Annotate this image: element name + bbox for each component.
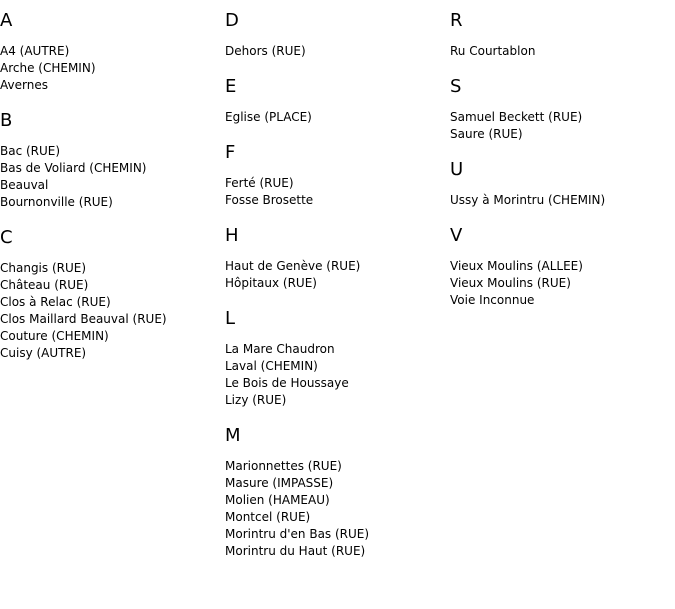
letter-group-c bbox=[0, 227, 225, 362]
street-list bbox=[225, 175, 450, 209]
street-link[interactable]: Voie Inconnue bbox=[450, 293, 535, 307]
street-link[interactable]: Bac (RUE) bbox=[0, 144, 61, 158]
list-item bbox=[225, 275, 450, 292]
list-item bbox=[225, 543, 450, 560]
letter-group-e bbox=[225, 76, 450, 126]
street-link[interactable]: Samuel Beckett (RUE) bbox=[450, 110, 583, 124]
list-item bbox=[0, 43, 225, 60]
list-item bbox=[225, 192, 450, 209]
list-item bbox=[225, 109, 450, 126]
list-item bbox=[450, 43, 675, 60]
street-list bbox=[0, 143, 225, 211]
street-link[interactable]: Arche (CHEMIN) bbox=[0, 61, 96, 75]
street-link[interactable]: Morintru d'en Bas (RUE) bbox=[225, 527, 370, 541]
street-list bbox=[450, 43, 675, 60]
letter-heading: L bbox=[225, 308, 236, 329]
list-item bbox=[0, 277, 225, 294]
letter-heading: H bbox=[225, 225, 239, 246]
letter-heading: C bbox=[0, 227, 13, 248]
street-list bbox=[0, 260, 225, 362]
letter-heading: D bbox=[225, 10, 239, 31]
street-link[interactable]: Laval (CHEMIN) bbox=[225, 359, 318, 373]
letter-group-d bbox=[225, 10, 450, 60]
street-link[interactable]: Château (RUE) bbox=[0, 278, 89, 292]
letter-group-s bbox=[450, 76, 675, 143]
letter-heading: V bbox=[450, 225, 463, 246]
street-link[interactable]: Morintru du Haut (RUE) bbox=[225, 544, 366, 558]
list-item bbox=[0, 160, 225, 177]
street-link[interactable]: Avernes bbox=[0, 78, 48, 92]
street-list bbox=[450, 258, 675, 309]
list-item bbox=[0, 143, 225, 160]
street-list bbox=[450, 109, 675, 143]
street-list bbox=[225, 458, 450, 560]
letter-group-u bbox=[450, 159, 675, 209]
list-item bbox=[0, 260, 225, 277]
street-link[interactable]: Clos Maillard Beauval (RUE) bbox=[0, 312, 167, 326]
street-link[interactable]: Marionnettes (RUE) bbox=[225, 459, 342, 473]
street-link[interactable]: Bas de Voliard (CHEMIN) bbox=[0, 161, 147, 175]
street-link[interactable]: Ru Courtablon bbox=[450, 44, 536, 58]
letter-group-h bbox=[225, 225, 450, 292]
street-link[interactable]: Bournonville (RUE) bbox=[0, 195, 113, 209]
street-list bbox=[0, 43, 225, 94]
street-link[interactable]: La Mare Chaudron bbox=[225, 342, 335, 356]
letter-heading: E bbox=[225, 76, 237, 97]
list-item bbox=[225, 375, 450, 392]
street-link[interactable]: Haut de Genève (RUE) bbox=[225, 259, 361, 273]
street-link[interactable]: Molien (HAMEAU) bbox=[225, 493, 330, 507]
street-link[interactable]: Beauval bbox=[0, 178, 49, 192]
list-item bbox=[0, 77, 225, 94]
list-item bbox=[0, 294, 225, 311]
list-item bbox=[225, 509, 450, 526]
street-link[interactable]: Saure (RUE) bbox=[450, 127, 523, 141]
list-item bbox=[0, 60, 225, 77]
letter-heading: R bbox=[450, 10, 463, 31]
street-link[interactable]: Ussy à Morintru (CHEMIN) bbox=[450, 193, 606, 207]
letter-heading: U bbox=[450, 159, 464, 180]
list-item bbox=[450, 275, 675, 292]
list-item bbox=[225, 526, 450, 543]
list-item bbox=[225, 43, 450, 60]
list-item bbox=[225, 392, 450, 409]
street-link[interactable]: A4 (AUTRE) bbox=[0, 44, 70, 58]
list-item bbox=[0, 311, 225, 328]
list-item bbox=[225, 341, 450, 358]
street-list bbox=[225, 43, 450, 60]
letter-group-f bbox=[225, 142, 450, 209]
street-link[interactable]: Clos à Relac (RUE) bbox=[0, 295, 111, 309]
list-item bbox=[225, 358, 450, 375]
street-link[interactable]: Cuisy (AUTRE) bbox=[0, 346, 87, 360]
street-link[interactable]: Ferté (RUE) bbox=[225, 176, 294, 190]
street-link[interactable]: Hôpitaux (RUE) bbox=[225, 276, 317, 290]
list-item bbox=[225, 492, 450, 509]
street-index-column-1 bbox=[0, 10, 225, 378]
letter-heading: B bbox=[0, 110, 13, 131]
street-list bbox=[225, 341, 450, 409]
street-link[interactable]: Dehors (RUE) bbox=[225, 44, 306, 58]
letter-group-b bbox=[0, 110, 225, 211]
list-item bbox=[450, 292, 675, 309]
letter-group-l bbox=[225, 308, 450, 409]
street-link[interactable]: Eglise (PLACE) bbox=[225, 110, 312, 124]
street-list bbox=[225, 258, 450, 292]
street-link[interactable]: Masure (IMPASSE) bbox=[225, 476, 334, 490]
letter-group-r bbox=[450, 10, 675, 60]
list-item bbox=[0, 194, 225, 211]
street-link[interactable]: Fosse Brosette bbox=[225, 193, 314, 207]
street-list bbox=[225, 109, 450, 126]
list-item bbox=[225, 458, 450, 475]
list-item bbox=[450, 109, 675, 126]
list-item bbox=[450, 258, 675, 275]
street-index-column-2 bbox=[225, 10, 450, 576]
list-item bbox=[225, 475, 450, 492]
street-link[interactable]: Le Bois de Houssaye bbox=[225, 376, 349, 390]
list-item bbox=[0, 328, 225, 345]
letter-group-a bbox=[0, 10, 225, 94]
list-item bbox=[0, 345, 225, 362]
street-link[interactable]: Changis (RUE) bbox=[0, 261, 87, 275]
letter-group-m bbox=[225, 425, 450, 560]
street-link[interactable]: Vieux Moulins (ALLEE) bbox=[450, 259, 583, 273]
street-list bbox=[450, 192, 675, 209]
street-link[interactable]: Couture (CHEMIN) bbox=[0, 329, 109, 343]
street-link[interactable]: Lizy (RUE) bbox=[225, 393, 287, 407]
letter-heading: F bbox=[225, 142, 236, 163]
list-item bbox=[450, 126, 675, 143]
letter-heading: A bbox=[0, 10, 13, 31]
list-item bbox=[0, 177, 225, 194]
street-index-column-3 bbox=[450, 10, 675, 325]
letter-group-v bbox=[450, 225, 675, 309]
street-link[interactable]: Montcel (RUE) bbox=[225, 510, 311, 524]
letter-heading: M bbox=[225, 425, 241, 446]
list-item bbox=[225, 175, 450, 192]
list-item bbox=[225, 258, 450, 275]
street-link[interactable]: Vieux Moulins (RUE) bbox=[450, 276, 571, 290]
letter-heading: S bbox=[450, 76, 462, 97]
list-item bbox=[450, 192, 675, 209]
